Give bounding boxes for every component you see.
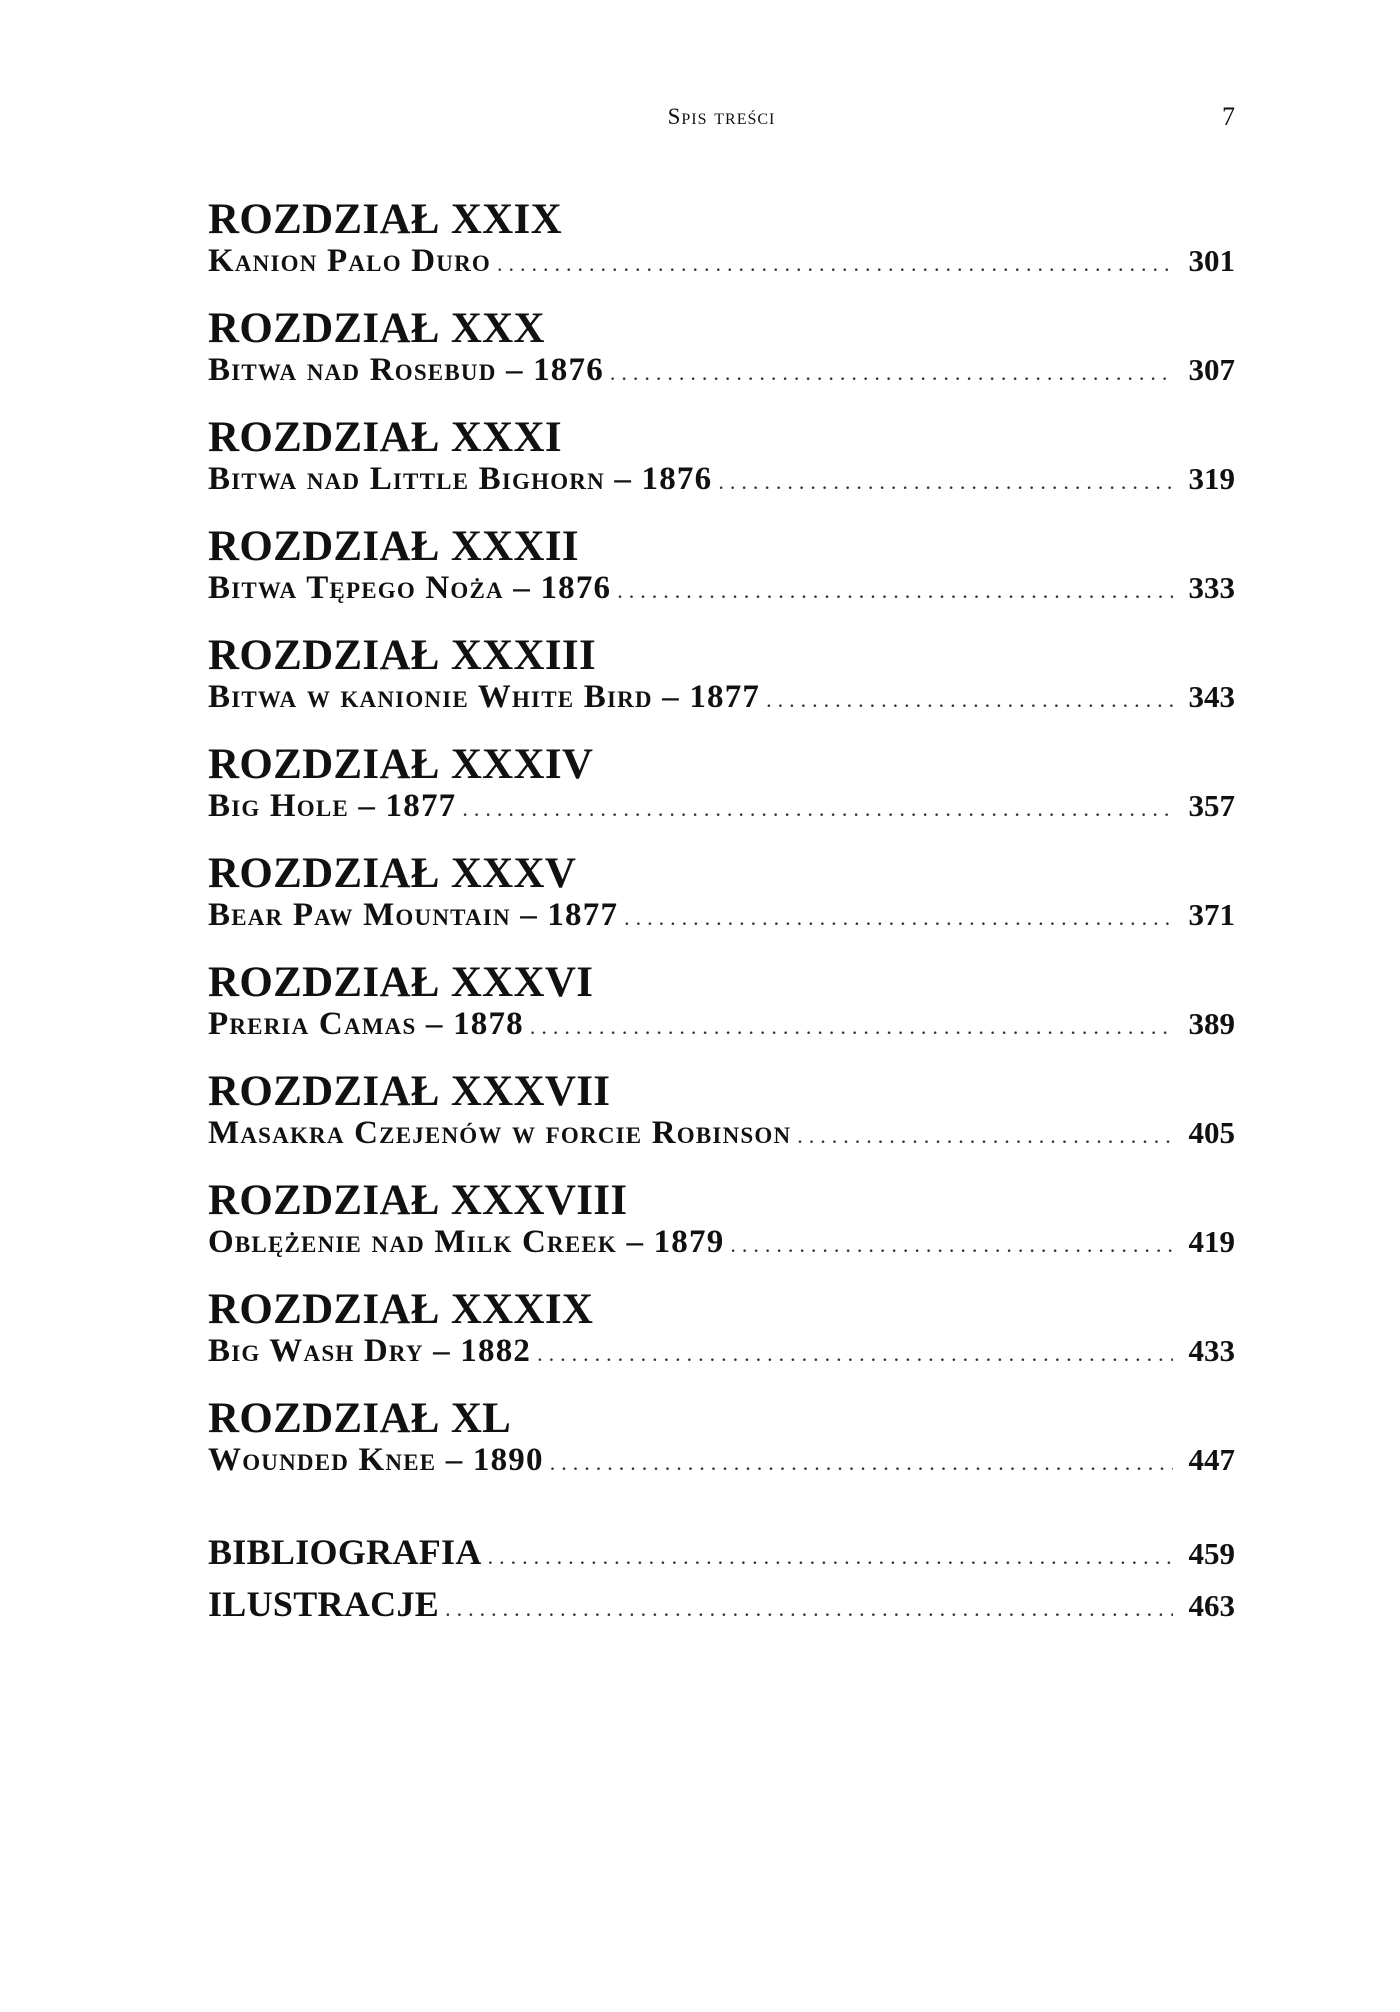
chapter-label: ROZDZIAŁ XL [208, 1395, 512, 1442]
chapter-label: ROZDZIAŁ XXXIX [208, 1286, 594, 1333]
chapter-title: Preria Camas – 1878 [208, 1006, 524, 1042]
dot-leader [730, 1226, 1173, 1264]
toc-chapter [208, 634, 1235, 743]
dot-leader [766, 681, 1173, 719]
toc-chapter [208, 1288, 1235, 1397]
chapter-title: Bitwa nad Little Bighorn – 1876 [208, 461, 713, 497]
toc-chapter [208, 198, 1235, 307]
page-number: 301 [1188, 243, 1235, 278]
table-of-contents [208, 198, 1235, 1506]
dot-leader [610, 354, 1173, 392]
page-header [208, 100, 1235, 140]
toc-entry[interactable] [208, 242, 1235, 280]
page-number: 419 [1188, 1224, 1235, 1259]
toc-chapter [208, 1070, 1235, 1179]
toc-entry[interactable] [208, 460, 1235, 498]
page-number: 357 [1188, 788, 1235, 823]
chapter-label: ROZDZIAŁ XXXIV [208, 741, 594, 788]
page-number: 405 [1188, 1115, 1235, 1150]
dot-leader [497, 245, 1173, 283]
back-matter-title: ILUSTRACJE [208, 1584, 440, 1624]
toc-entry-illustrations[interactable] [208, 1578, 1235, 1630]
dot-leader [624, 899, 1173, 937]
dot-leader [617, 572, 1173, 610]
toc-entry[interactable] [208, 1332, 1235, 1370]
toc-chapter [208, 852, 1235, 961]
page-number: 343 [1188, 679, 1235, 714]
chapter-label: ROZDZIAŁ XXXII [208, 523, 579, 570]
dot-leader [797, 1117, 1173, 1155]
chapter-title: Big Wash Dry – 1882 [208, 1333, 532, 1369]
chapter-title: Wounded Knee – 1890 [208, 1442, 544, 1478]
toc-entry[interactable] [208, 351, 1235, 389]
page-number: 389 [1188, 1006, 1235, 1041]
chapter-label: ROZDZIAŁ XXIX [208, 196, 562, 243]
dot-leader [445, 1583, 1173, 1635]
chapter-label: ROZDZIAŁ XXXVII [208, 1068, 611, 1115]
chapter-label: ROZDZIAŁ XXXIII [208, 632, 596, 679]
toc-chapter [208, 416, 1235, 525]
page-number: 319 [1188, 461, 1235, 496]
back-matter [208, 1526, 1235, 1630]
toc-chapter [208, 743, 1235, 852]
dot-leader [462, 790, 1173, 828]
chapter-title: Oblężenie nad Milk Creek – 1879 [208, 1224, 725, 1260]
chapter-label: ROZDZIAŁ XXXV [208, 850, 577, 897]
dot-leader [537, 1335, 1173, 1373]
toc-entry[interactable] [208, 896, 1235, 934]
toc-chapter [208, 525, 1235, 634]
toc-entry[interactable] [208, 569, 1235, 607]
toc-entry[interactable] [208, 678, 1235, 716]
page-number: 463 [1188, 1588, 1235, 1623]
chapter-title: Bitwa nad Rosebud – 1876 [208, 352, 604, 388]
toc-chapter [208, 961, 1235, 1070]
toc-chapter [208, 307, 1235, 416]
chapter-title: Bitwa Tępego Noża – 1876 [208, 570, 612, 606]
chapter-label: ROZDZIAŁ XXXI [208, 414, 562, 461]
toc-entry[interactable] [208, 1005, 1235, 1043]
toc-entry-bibliography[interactable] [208, 1526, 1235, 1578]
chapter-title: Bitwa w kanionie White Bird – 1877 [208, 679, 761, 715]
running-header-title: Spis treści [667, 104, 776, 129]
toc-chapter [208, 1179, 1235, 1288]
dot-leader [718, 463, 1173, 501]
toc-entry[interactable] [208, 1441, 1235, 1479]
toc-entry[interactable] [208, 1114, 1235, 1152]
page-number: 459 [1188, 1536, 1235, 1571]
page-number: 307 [1188, 352, 1235, 387]
dot-leader [530, 1008, 1173, 1046]
toc-chapter [208, 1397, 1235, 1506]
chapter-title: Big Hole – 1877 [208, 788, 457, 824]
chapter-title: Masakra Czejenów w forcie Robinson [208, 1115, 792, 1151]
page-number: 333 [1188, 570, 1235, 605]
back-matter-title: BIBLIOGRAFIA [208, 1532, 482, 1572]
chapter-title: Bear Paw Mountain – 1877 [208, 897, 619, 933]
page-number: 447 [1188, 1442, 1235, 1477]
chapter-title: Kanion Palo Duro [208, 243, 491, 279]
running-header-page-number: 7 [1222, 102, 1235, 131]
page-number: 371 [1188, 897, 1235, 932]
dot-leader [550, 1444, 1173, 1482]
toc-entry[interactable] [208, 787, 1235, 825]
toc-entry[interactable] [208, 1223, 1235, 1261]
chapter-label: ROZDZIAŁ XXX [208, 305, 545, 352]
page-number: 433 [1188, 1333, 1235, 1368]
chapter-label: ROZDZIAŁ XXXVI [208, 959, 594, 1006]
dot-leader [488, 1531, 1173, 1583]
chapter-label: ROZDZIAŁ XXXVIII [208, 1177, 628, 1224]
